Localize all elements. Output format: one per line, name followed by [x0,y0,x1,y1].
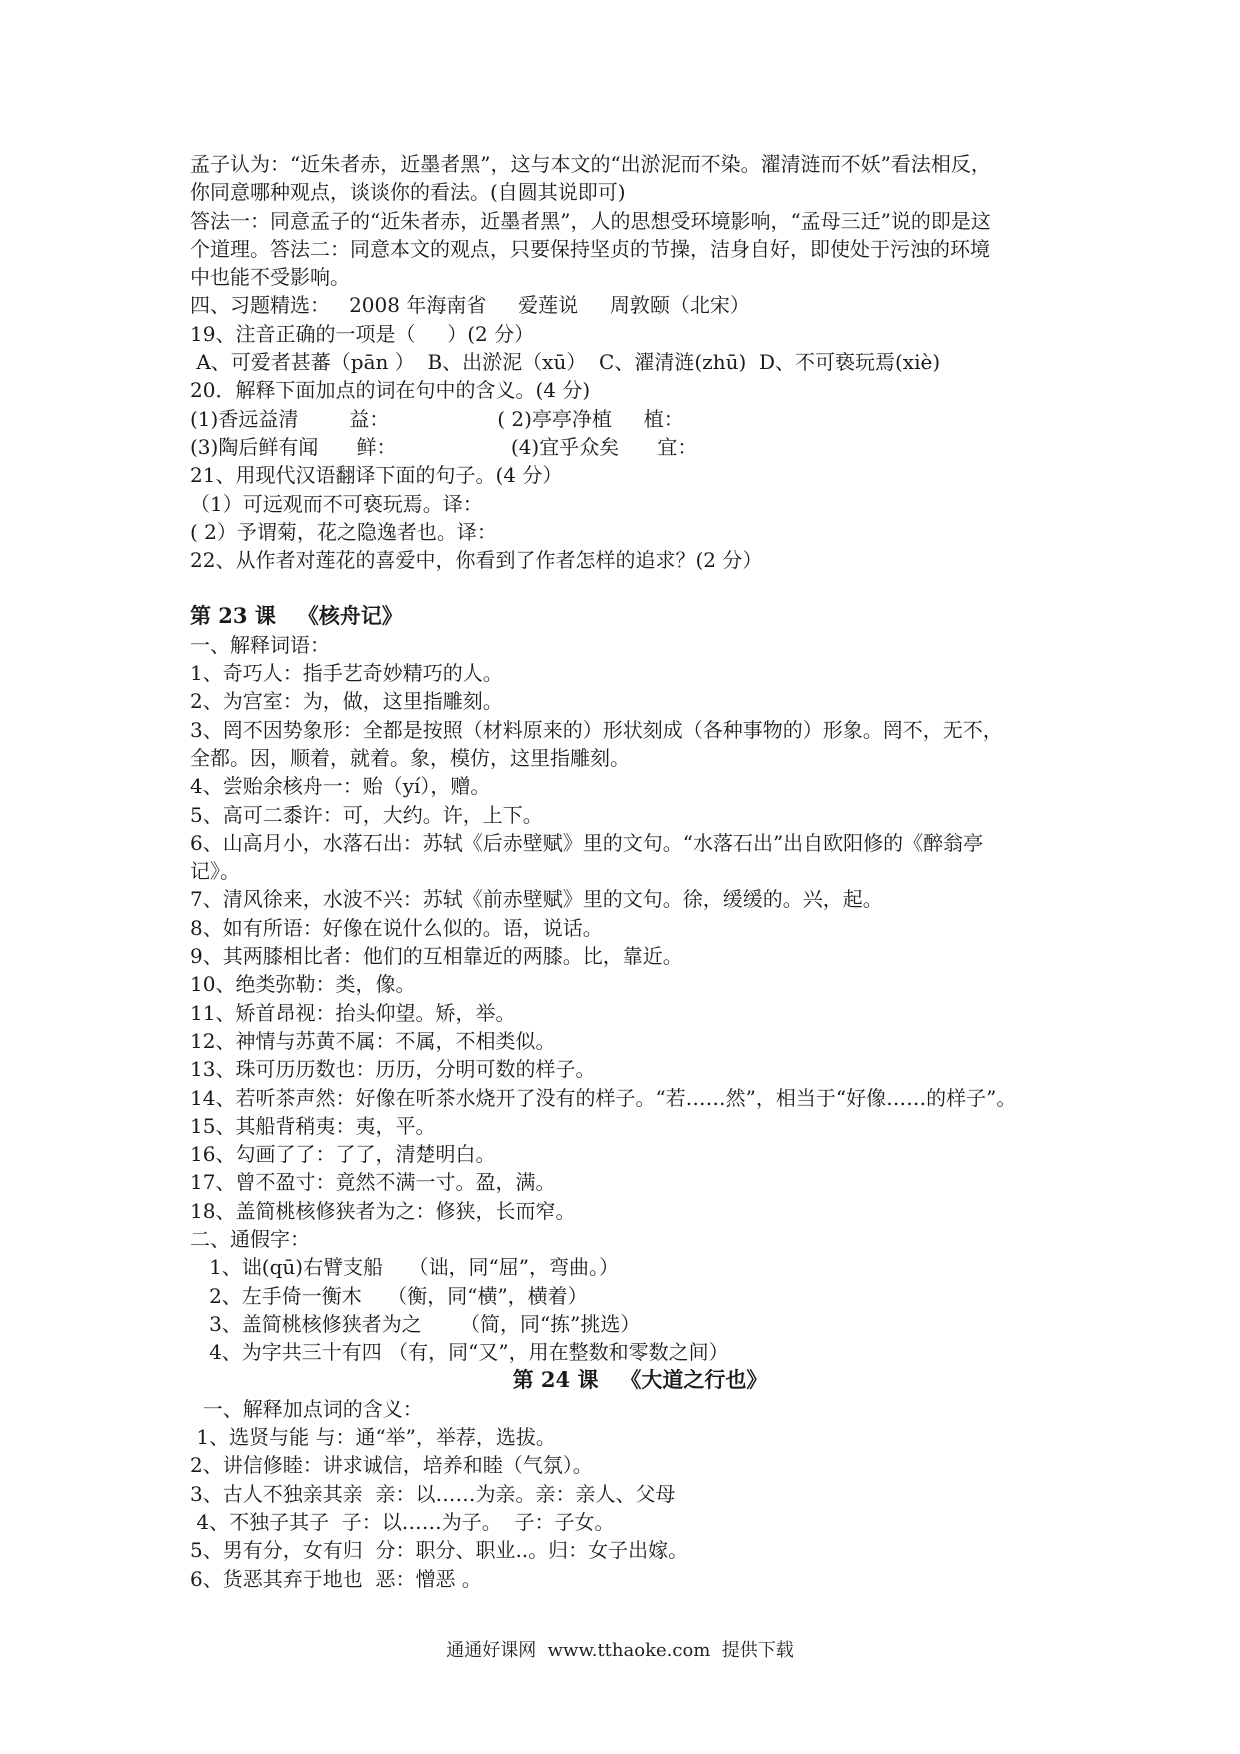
text-line: 19、注音正确的一项是（ ）(2 分） [190,321,535,346]
text-line: 10、绝类弥勒：类，像。 [190,972,416,997]
text-line: 15、其船背稍夷：夷，平。 [190,1113,436,1138]
text-line: 6、货恶其弃于地也 恶：憎恶 。 [190,1566,482,1591]
text-line: 18、盖简桃核修狭者为之：修狭，长而窄。 [190,1198,576,1223]
text-line: 1、选贤与能 与：通“举”，举荐，选拔。 [190,1425,556,1450]
text-line: 1、诎(qū)右臂支船 （诎，同“屈”，弯曲。） [190,1255,619,1280]
text-line: 4、尝贻余核舟一：贻（yí），赠。 [190,774,491,799]
text-line: 一、解释加点词的含义： [190,1396,423,1421]
text-line: 3、罔不因势象形：全都是按照（材料原来的）形状刻成（各种事物的）形象。罔不，无不， [190,717,1003,742]
text-line: (1)香远益清 益： ( 2)亭亭净植 植： [190,406,684,431]
text-line: 全都。因，顺着，就着。象，模仿，这里指雕刻。 [190,745,630,770]
text-line: 12、神情与苏黄不属：不属，不相类似。 [190,1028,556,1053]
text-line: 3、盖简桃核修狭者为之 （简，同“拣”挑选） [190,1311,641,1336]
text-line: 你同意哪种观点，谈谈你的看法。(自圆其说即可) [190,180,626,205]
text-line: 答法一：同意孟子的“近朱者赤，近墨者黑”，人的思想受环境影响，“孟母三迁”说的即是这 [190,208,991,233]
text-line: 7、清风徐来，水波不兴：苏轼《前赤壁赋》里的文句。徐，缓缓的。兴，起。 [190,887,883,912]
text-line: ( 2）予谓菊，花之隐逸者也。译： [190,519,497,544]
text-line: 20．解释下面加点的词在句中的含义。(4 分) [190,378,591,403]
text-line: 5、男有分，女有归 分：职分、职业..。归：女子出嫁。 [190,1538,689,1563]
text-line: 8、如有所语：好像在说什么似的。语，说话。 [190,915,603,940]
text-line: （1）可远观而不可亵玩焉。译： [190,491,483,516]
intro-block [190,150,1090,574]
text-line: 17、曾不盈寸：竟然不满一寸。盈，满。 [190,1170,556,1195]
text-line: 21、用现代汉语翻译下面的句子。(4 分） [190,463,563,488]
text-line: (3)陶后鲜有闻 鲜： (4)宜乎众矣 宜： [190,434,698,459]
text-line: 14、若听茶声然：好像在听茶水烧开了没有的样子。“若……然”，相当于“好像……的样子”。 [190,1085,1017,1110]
text-line: 个道理。答法二：同意本文的观点，只要保持坚贞的节操，洁身自好，即使处于污浊的环境 [190,236,990,261]
text-line: 四、习题精选： 2008 年海南省 爱莲说 周敦颐（北宋） [190,293,750,318]
text-line: 记》。 [190,859,240,884]
text-line: 22、从作者对莲花的喜爱中，你看到了作者怎样的追求？(2 分） [190,548,763,573]
lesson-23-title: 第 23 课 《核舟记》 [190,603,403,629]
lesson-24-section [190,1366,1090,1592]
text-line: 2、为宫室：为，做，这里指雕刻。 [190,689,503,714]
text-line: 2、左手倚一衡木 （衡，同“横”，横着） [190,1283,588,1308]
text-line: 5、高可二黍许：可，大约。许，上下。 [190,802,543,827]
text-line: A、可爱者甚蕃（pān ） B、出淤泥（xū） C、濯清涟(zhū) D、不可亵玩焉(xiè) [190,350,941,375]
text-line: 16、勾画了了：了了，清楚明白。 [190,1142,496,1167]
text-line: 中也能不受影响。 [190,265,350,290]
page-footer: 通通好课网 www.tthaoke.com 提供下载 [446,1640,794,1661]
text-line: 二、通假字： [190,1226,310,1251]
lesson-23-section [190,602,1090,1366]
text-line: 一、解释词语： [190,632,330,657]
text-line: 9、其两膝相比者：他们的互相靠近的两膝。比，靠近。 [190,944,683,969]
lesson-24-title: 第 24 课 《大道之行也》 [512,1367,768,1393]
text-line: 4、不独子其子 子：以……为子。 子：子女。 [190,1509,615,1534]
document-body [190,150,1090,1593]
text-line: 2、讲信修睦：讲求诚信，培养和睦（气氛）。 [190,1453,593,1478]
text-line: 1、奇巧人：指手艺奇妙精巧的人。 [190,661,503,686]
text-line: 11、矫首昂视：抬头仰望。矫，举。 [190,1000,516,1025]
text-line: 6、山高月小，水落石出：苏轼《后赤壁赋》里的文句。“水落石出”出自欧阳修的《醉翁亭 [190,830,984,855]
text-line: 13、珠可历历数也：历历，分明可数的样子。 [190,1057,596,1082]
text-line: 孟子认为：“近朱者赤，近墨者黑”，这与本文的“出淤泥而不染。濯清涟而不妖”看法相反， [190,152,991,176]
text-line: 4、为字共三十有四 （有，同“又”，用在整数和零数之间） [190,1340,729,1365]
text-line: 3、古人不独亲其亲 亲：以……为亲。亲：亲人、父母 [190,1481,676,1506]
